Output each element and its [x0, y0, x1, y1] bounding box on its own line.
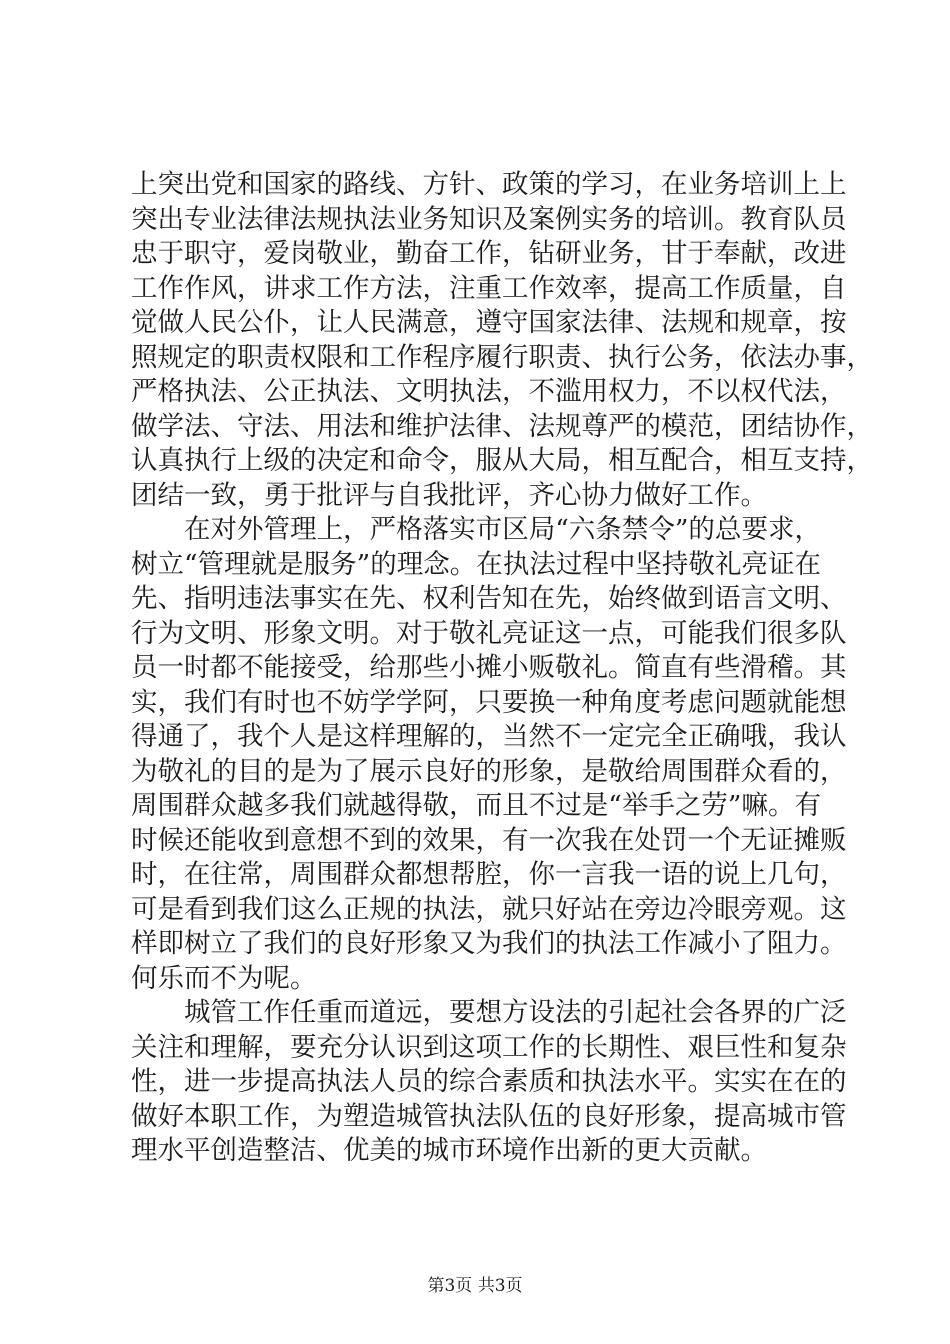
page-number-label: 第3页 共3页 [427, 1276, 523, 1296]
text-line: 团结一致，勇于批评与自我批评，齐心协力做好工作。 [131, 479, 767, 511]
text-line: 上突出党和国家的路线、方针、政策的学习，在业务培训上上 [131, 169, 847, 200]
text-line: 觉做人民公仆，让人民满意，遵守国家法律、法规和规章，按 [131, 307, 847, 338]
text-line: 为敬礼的目的是为了展示良好的形象，是敬给周围群众看的， [131, 755, 847, 787]
text-line: 得通了，我个人是这样理解的，当然不一定完全正确哦，我认 [131, 721, 847, 752]
text-line: 照规定的职责权限和工作程序履行职责、执行公务，依法办事， [131, 341, 873, 373]
text-line: 理水平创造整洁、优美的城市环境作出新的更大贡献。 [131, 1135, 767, 1166]
text-line: 时，在往常，周围群众都想帮腔，你一言我一语的说上几句， [131, 859, 847, 890]
text-line: 关注和理解，要充分认识到这项工作的长期性、艰巨性和复杂 [131, 1031, 847, 1063]
text-line: 何乐而不为呢。 [131, 962, 317, 994]
text-line: 行为文明、形象文明。对于敬礼亮证这一点，可能我们很多队 [131, 617, 847, 649]
paragraph-start-line: 在对外管理上，严格落实市区局“六条禁令”的总要求， [184, 514, 821, 545]
text-line: 周围群众越多我们就越得敬，而且不过是“举手之劳”嘛。有 [131, 790, 821, 821]
text-line: 认真执行上级的决定和命令，服从大局，相互配合，相互支持， [131, 445, 873, 476]
text-line: 做好本职工作，为塑造城管执法队伍的良好形象，提高城市管 [131, 1100, 847, 1132]
text-line: 树立“管理就是服务”的理念。在执法过程中坚持敬礼亮证在 [131, 548, 821, 580]
page-footer [0, 1276, 950, 1296]
text-line: 严格执法、公正执法、文明执法，不滥用权力，不以权代法， [131, 376, 847, 407]
text-line: 突出专业法律法规执法业务知识及案例实务的培训。教育队员 [131, 203, 847, 235]
text-line: 先、指明违法事实在先、权利告知在先，始终做到语言文明、 [131, 583, 847, 614]
paragraph-start-line: 城管工作任重而道远，要想方设法的引起社会各界的广泛 [184, 997, 847, 1028]
text-line: 实，我们有时也不妨学学阿，只要换一种角度考虑问题就能想 [131, 686, 847, 718]
text-line: 做学法、守法、用法和维护法律、法规尊严的模范，团结协作， [131, 410, 873, 442]
text-line: 员一时都不能接受，给那些小摊小贩敬礼。简直有些滑稽。其 [131, 652, 847, 683]
text-line: 可是看到我们这么正规的执法，就只好站在旁边冷眼旁观。这 [131, 893, 847, 925]
text-line: 工作作风，讲求工作方法，注重工作效率，提高工作质量，自 [131, 272, 847, 304]
text-line: 忠于职守，爱岗敬业，勤奋工作，钻研业务，甘于奉献，改进 [131, 238, 847, 269]
text-line: 样即树立了我们的良好形象又为我们的执法工作减小了阻力。 [131, 928, 847, 959]
body-text [131, 168, 873, 1169]
text-line: 性，进一步提高执法人员的综合素质和执法水平。实实在在的 [131, 1066, 847, 1097]
text-line: 时候还能收到意想不到的效果，有一次我在处罚一个无证摊贩 [131, 824, 847, 856]
